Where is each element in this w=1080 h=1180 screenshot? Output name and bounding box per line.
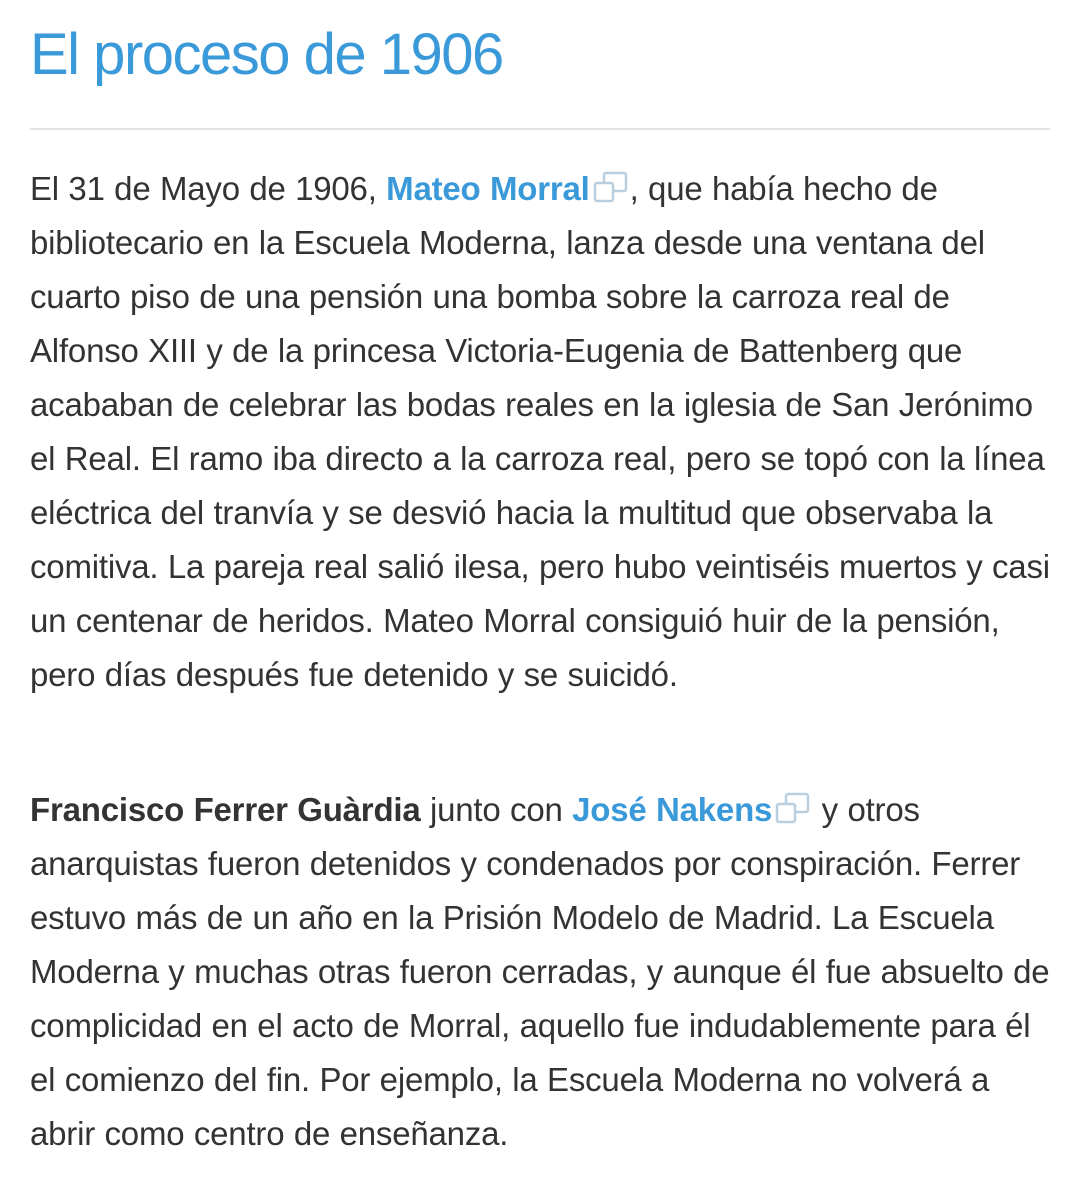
paragraph-1-body: , que había hecho de bibliotecario en la Escuela Moderna, lanza desde una ventana del cuarto piso de una pensión una bomba sobre la carroza real de Alfonso XIII y de la princesa Victoria-Eugenia de Battenberg que acababan de celebrar las bodas reales en la iglesia de San Jerónimo el Real. El ramo iba directo a la carroza real, pero se topó con la línea eléctrica del tranvía y se desvió hacia la multitud que observaba la comitiva. La pareja real salió ilesa, pero hubo veintiséis muertos y casi un centenar de heridos. Mateo Morral consiguió huir de la pensión, pero días después fue detenido y se suicidó. <box>30 170 1050 693</box>
title-divider <box>30 128 1050 130</box>
paragraph-2 <box>30 783 1052 1161</box>
paragraph-2-intro: junto con <box>420 791 573 828</box>
external-link-icon[interactable] <box>592 170 630 204</box>
section-title: El proceso de 1906 <box>30 22 503 87</box>
paragraph-1 <box>30 162 1052 702</box>
paragraph-1-intro: El 31 de Mayo de 1906, <box>30 170 387 207</box>
link-jose-nakens[interactable]: José Nakens <box>572 791 773 828</box>
link-mateo-morral[interactable]: Mateo Morral <box>386 170 590 207</box>
paragraph-2-body: y otros anarquistas fueron detenidos y condenados por conspiración. Ferrer estuvo más de un año en la Prisión Modelo de Madrid. La Escuela Moderna y muchas otras fueron cerradas, y aunque él fue absuelto de complicidad en el acto de Morral, aquello fue indudablemente para él el comienzo del fin. Por ejemplo, la Escuela Moderna no volverá a abrir como centro de enseñanza. <box>30 791 1050 1152</box>
external-link-icon[interactable] <box>774 791 812 825</box>
bold-name-ferrer: Francisco Ferrer Guàrdia <box>30 791 421 828</box>
